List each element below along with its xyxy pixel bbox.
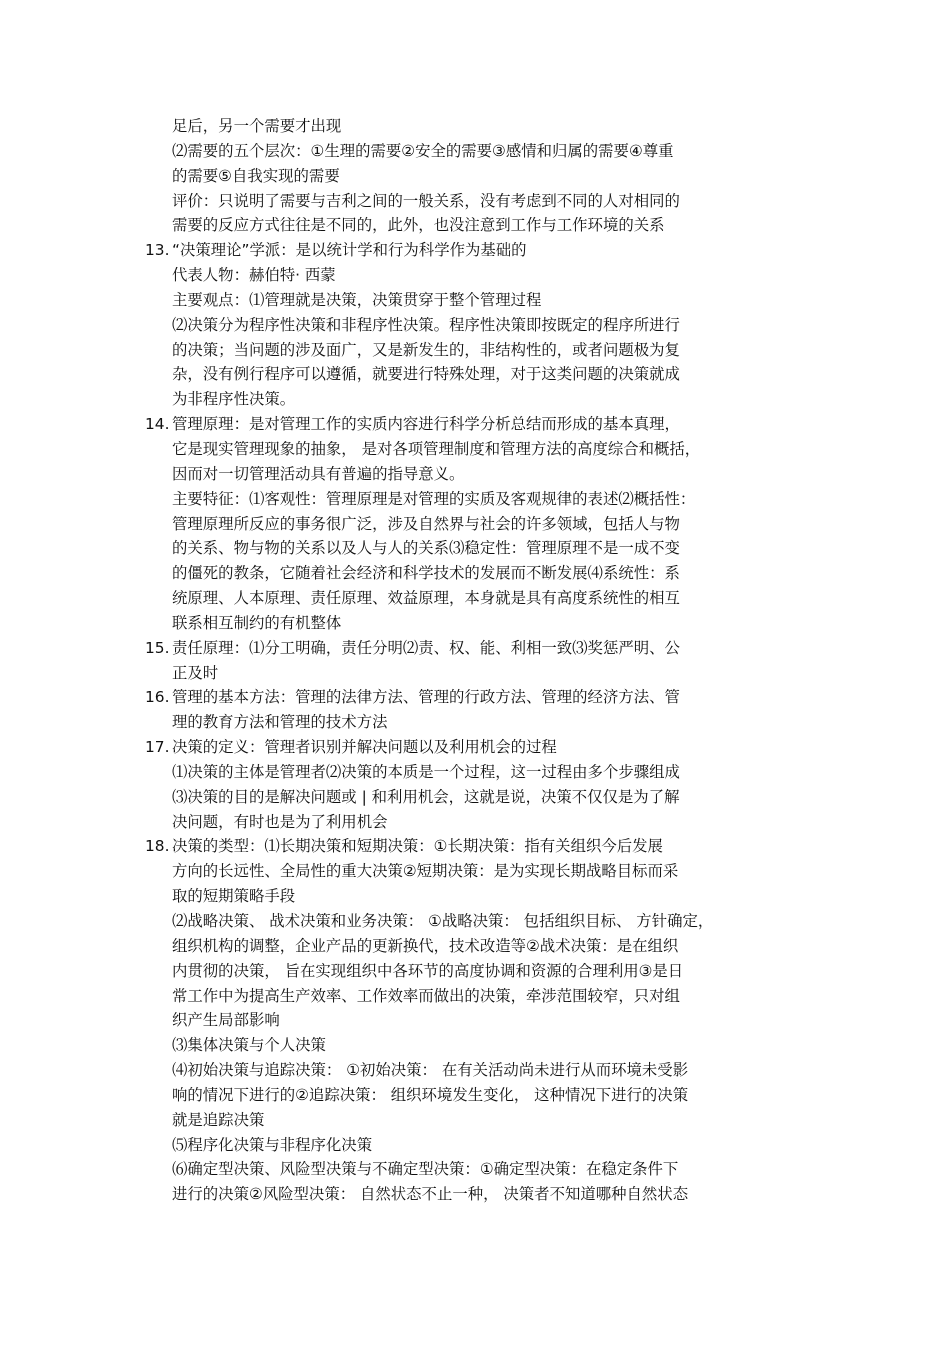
line-text: 组织机构的调整，企业产品的更新换代，技术改造等②战术决策：是在组织 (172, 936, 679, 955)
text-line (0, 884, 950, 909)
line-text: 联系相互制约的有机整体 (172, 613, 342, 632)
line-text: 常工作中为提高生产效率、工作效率而做出的决策，牵涉范围较窄，只对组 (172, 986, 680, 1005)
text-line (0, 959, 950, 984)
line-text: 方向的长远性、全局性的重大决策②短期决策：是为实现长期战略目标而采 (172, 862, 679, 881)
text-line (0, 1008, 950, 1033)
text-line (0, 760, 950, 785)
text-line (0, 735, 950, 760)
line-text: ⑵决策分为程序性决策和非程序性决策。程序性决策即按既定的程序所进行 (172, 315, 680, 334)
text-line (0, 1083, 950, 1108)
line-text: ⑶决策的目的是解决问题或 | 和利用机会，这就是说，决策不仅仅是为了解 (172, 787, 680, 806)
text-line (0, 387, 950, 412)
line-text: 正及时 (172, 663, 219, 682)
text-line (0, 164, 950, 189)
text-line (0, 189, 950, 214)
line-text: 统原理、人本原理、责任原理、效益原理，本身就是具有高度系统性的相互 (172, 589, 680, 608)
text-line (0, 834, 950, 859)
text-line (0, 810, 950, 835)
line-text: 织产生局部影响 (172, 1011, 280, 1030)
line-text: 的关系、物与物的关系以及人与人的关系⑶稳定性：管理原理不是一成不变 (172, 539, 680, 558)
line-text: 理的教育方法和管理的技术方法 (172, 713, 388, 732)
text-line (0, 785, 950, 810)
line-text: 为非程序性决策。 (172, 390, 296, 409)
line-text: 响的情况下进行的②追踪决策： 组织环境发生变化， 这种情况下进行的决策 (172, 1085, 689, 1104)
line-text: ⑴决策的主体是管理者⑵决策的本质是一个过程，这一过程由多个步骤组成 (172, 762, 680, 781)
text-line (0, 288, 950, 313)
line-text: 因而对一切管理活动具有普遍的指导意义。 (172, 464, 465, 483)
text-line (0, 263, 950, 288)
item-number: 18. (145, 837, 170, 856)
item-number: 17. (145, 738, 170, 757)
item-number: 14. (145, 415, 170, 434)
line-text: 责任原理：⑴分工明确，责任分明⑵责、权、能、利相一致⑶奖惩严明、公 (172, 638, 680, 657)
item-number: 13. (145, 241, 170, 260)
text-line (0, 437, 950, 462)
line-text: 的需要⑤自我实现的需要 (172, 166, 340, 185)
line-text: 取的短期策略手段 (172, 887, 296, 906)
text-line (0, 611, 950, 636)
text-line (0, 710, 950, 735)
text-line (0, 512, 950, 537)
text-line (0, 909, 950, 934)
line-text: ⑶集体决策与个人决策 (172, 1036, 326, 1055)
line-text: 管理的基本方法：管理的法律方法、管理的行政方法、管理的经济方法、管 (172, 688, 680, 707)
text-line (0, 462, 950, 487)
line-text: 主要观点：⑴管理就是决策，决策贯穿于整个管理过程 (172, 290, 542, 309)
line-text: 决问题，有时也是为了利用机会 (172, 812, 388, 831)
line-text: 评价：只说明了需要与吉利之间的一般关系，没有考虑到不同的人对相同的 (172, 191, 680, 210)
line-text: “决策理论”学派：是以统计学和行为科学作为基础的 (172, 241, 527, 260)
line-text: ⑵需要的五个层次：①生理的需要②安全的需要③感情和归属的需要④尊重 (172, 141, 674, 160)
text-line (0, 561, 950, 586)
line-text: 的决策；当问题的涉及面广，又是新发生的，非结构性的，或者问题极为复 (172, 340, 680, 359)
text-line (0, 636, 950, 661)
text-line (0, 139, 950, 164)
line-text: 决策的定义：管理者识别并解决问题以及利用机会的过程 (172, 738, 557, 757)
text-line (0, 362, 950, 387)
text-line (0, 213, 950, 238)
text-line (0, 586, 950, 611)
line-text: ⑷初始决策与追踪决策： ①初始决策： 在有关活动尚未进行从而环境未受影 (172, 1061, 689, 1080)
line-text: 管理原理：是对管理工作的实质内容进行科学分析总结而形成的基本真理， (172, 415, 680, 434)
line-text: ⑸程序化决策与非程序化决策 (172, 1135, 373, 1154)
line-text: 主要特征：⑴客观性：管理原理是对管理的实质及客观规律的表述⑵概括性： (172, 489, 696, 508)
text-line (0, 1133, 950, 1158)
line-text: 足后，另一个需要才出现 (172, 117, 342, 135)
line-text: 它是现实管理现象的抽象， 是对各项管理制度和管理方法的高度综合和概括， (172, 439, 701, 458)
document-page (0, 114, 950, 1207)
item-number: 16. (145, 688, 170, 707)
line-text: 代表人物：赫伯特· 西蒙 (172, 266, 336, 285)
text-line (0, 536, 950, 561)
text-line (0, 114, 950, 139)
line-text: 进行的决策②风险型决策： 自然状态不止一种， 决策者不知道哪种自然状态 (172, 1185, 689, 1204)
text-line (0, 984, 950, 1009)
text-line (0, 412, 950, 437)
text-line (0, 1182, 950, 1207)
text-line (0, 338, 950, 363)
text-line (0, 1108, 950, 1133)
text-line (0, 934, 950, 959)
item-number: 15. (145, 638, 170, 657)
text-line (0, 1033, 950, 1058)
text-line (0, 1058, 950, 1083)
text-line (0, 238, 950, 263)
text-line (0, 487, 950, 512)
line-text: 管理原理所反应的事务很广泛，涉及自然界与社会的许多领域，包括人与物 (172, 514, 680, 533)
line-text: ⑵战略决策、 战术决策和业务决策： ①战略决策： 包括组织目标、 方针确定， (172, 912, 714, 930)
line-text: 就是追踪决策 (172, 1110, 265, 1129)
line-text: 需要的反应方式往往是不同的，此外，也没注意到工作与工作环境的关系 (172, 216, 665, 235)
line-text: 决策的类型：⑴长期决策和短期决策：①长期决策：指有关组织今后发展 (172, 837, 663, 856)
text-line (0, 313, 950, 338)
text-line (0, 661, 950, 686)
line-text: ⑹确定型决策、风险型决策与不确定型决策：①确定型决策：在稳定条件下 (172, 1160, 679, 1179)
line-text: 的僵死的教条，它随着社会经济和科学技术的发展而不断发展⑷系统性：系 (172, 564, 680, 583)
line-text: 杂，没有例行程序可以遵循，就要进行特殊处理，对于这类问题的决策就成 (172, 365, 680, 384)
text-line (0, 685, 950, 710)
line-text: 内贯彻的决策， 旨在实现组织中各环节的高度协调和资源的合理利用③是日 (172, 961, 684, 980)
text-line (0, 859, 950, 884)
text-line (0, 1157, 950, 1182)
